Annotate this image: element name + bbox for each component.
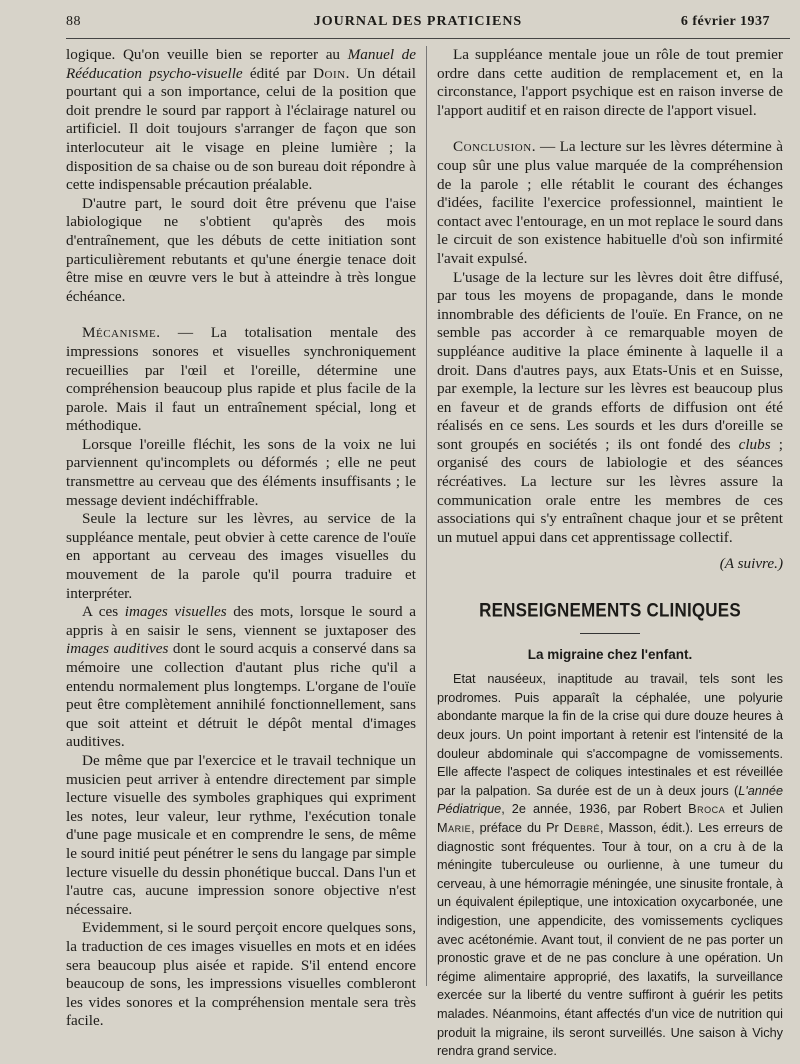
paragraph: Evidemment, si le sourd perçoit encore quelques sons, la traduction de ces images visuelles en mots et en idées sera beaucoup plus aisée et rapide. S'il entend encore beaucoup de sons, les impressions visuelles combleront les vides sonores et la compréhension mentale sera très facile. xyxy=(66,919,416,1030)
paragraph: La suppléance mentale joue un rôle de tout premier ordre dans cette audition de remplacement et, en la circonstance, l'apport psychique est en raison inverse de l'apport auditif et en raison directe de l'apport visuel. xyxy=(437,46,783,119)
right-column xyxy=(437,46,783,1061)
journal-title: JOURNAL DES PRATICIENS xyxy=(313,14,523,29)
article-title: La migraine chez l'enfant. xyxy=(527,646,693,662)
column-divider xyxy=(426,46,427,986)
conclusion-paragraph: Conclusion. — La lecture sur les lèvres détermine à coup sûr une plus value marquée de la compréhension de la parole ; elle rétablit le courant des échanges d'idées, facilite l'exercice professionnel, maintient le contact avec l'entourage, en un mot replace le sourd dans le circuit de son existence habituelle d'où son infirmité l'avait expulsé. xyxy=(437,138,783,267)
paragraph: Seule la lecture sur les lèvres, au service de la suppléance mentale, peut obvier à cette carence de l'ouïe en apportant au cerveau des images visuelles du mouvement de la parole qu'il pourra traduire et interpréter. xyxy=(66,510,416,602)
article-body: Etat nauséeux, inaptitude au travail, tels sont les prodromes. Puis apparaît la céphalée, une polyurie abondante marque la fin de la crise qui dure douze heures à deux jours. Un point important à retenir est l'intensité de la douleur abdominale qui s'accompagne de vomissements. Elle affecte l'aspect de coliques intestinales et est réveillée par la palpation. Sa durée est de un à deux jours (L'année Pédiatrique, 2e année, 1936, par Robert Broca et Julien Marie, préface du Pr Debré, Masson, édit.). Les erreurs de diagnostic sont fréquentes. Tour à tour, on a cru à de la méningite tuberculeuse ou ourlienne, à une tumeur du cerveau, à une hémorragie méningée, une sinusite frontale, à un équivalent épileptique, une intoxication oxycarbonée, une indigestion, une appendicite, des vomissements cycliques avec acétonémie. Avant tout, il convient de ne pas porter un pronostic grave et de ne pas conclure à une opération. Un régime alimentaire approprié, des laxatifs, la surveillance exercée sur la liberté du ventre suffiront à guérir les petits malades. Néanmoins, étant affectés d'un vice de nutrition qui produit la migraine, ils seront surveillés. Une saison à Vichy rendra grand service. xyxy=(437,672,783,1059)
issue-date: 6 février 1937 xyxy=(680,14,770,29)
running-header xyxy=(66,14,770,36)
section-title: RENSEIGNEMENTS CLINIQUES xyxy=(479,599,741,622)
header-rule xyxy=(66,38,790,39)
paragraph: Lorsque l'oreille fléchit, les sons de la voix ne lui parviennent qu'incomplets ou déformés ; elle ne peut transmettre au cerveau que des éléments insuffisants ; le message devient indéchiffrable. xyxy=(66,435,416,509)
mecanisme-label: Mécanisme xyxy=(82,324,157,342)
conclusion-label: Conclusion xyxy=(453,138,532,156)
paragraph: D'autre part, le sourd doit être prévenu que l'aise labiologique ne s'obtient qu'après des mois d'entraînement, que les débuts de cette initiation sont particulièrement rebutants et qu'une énergie tenace doit être mise en œuvre vers le but à atteindre à très longue échéance. xyxy=(66,194,416,305)
a-suivre: (A suivre.) xyxy=(719,555,783,573)
mecanisme-paragraph: Mécanisme. — La totalisation mentale des impressions sonores et visuelles synchroniquement recueillies par l'œil et l'oreille, détermine une compréhension beaucoup plus rapide et plus facile de la parole. Mais il faut un entraînement spécial, long et méthodique. xyxy=(66,324,416,435)
page-number: 88 xyxy=(66,14,81,29)
left-column xyxy=(66,46,416,1031)
paragraph: L'usage de la lecture sur les lèvres doit être diffusé, par tous les moyens de propagande, dans le monde innombrable des déficients de l'ouïe. En France, on ne semble pas accorder à ce remarquable moyen de suppléance auditive la place éminente à laquelle il a droit. Dans d'autres pays, aux Etats-Unis et en Suisse, par exemple, la lecture sur les lèvres est beaucoup plus en faveur et de grands efforts de diffusion ont été réalisés en ce sens. Les sourds et les durs d'oreille se sont groupés en sociétés ; ils ont fondé des clubs ; organisé des cours de labiologie et des séances récréatives. La lecture sur les lèvres assure la communication orale entre les membres de ces associations qui s'y entraînent chaque jour et se prêtent un mutuel appui dans cet apprentissage collectif. xyxy=(437,268,783,546)
paragraph: A ces images visuelles des mots, lorsque le sourd a appris à en saisir le sens, viennent se juxtaposer des images auditives dont le sourd acquis a conservé dans sa mémoire une collection d'autant plus riche qu'il a entendu normalement plus longtemps. L'organe de l'ouïe peut être complètement annihilé fonctionnellement, sans que soit atteint et détruit le dépôt mental d'images auditives. xyxy=(66,603,417,751)
section-rule xyxy=(580,633,640,634)
paragraph: logique. Qu'on veuille bien se reporter au Manuel de Rééducation psycho-visuelle édité par Doin. Un détail pourtant qui a son importance, celui de la position que doit prendre le sourd par rapport à l'éclairage naturel ou artificiel. Il doit toujours s'arranger de façon que son interlocuteur ait le visage en pleine lumière ; la disposition de sa chaise ou de son bureau doit répondre à cette indispensable précaution préalable. xyxy=(66,46,416,194)
paragraph: De même que par l'exercice et le travail technique un musicien peut arriver à entendre directement par simple lecture visuelle des symboles graphiques qui expriment les notes, leur valeur, leur rythme, l'exécution tonale d'une page musicale et en comprendre le sens, de même le sourd initié peut pénétrer le sens du langage par simple lecture visuelle du dessin phonétique buccal. Dans l'un et l'autre cas, aucune impression sonore objective n'est nécessaire. xyxy=(66,751,416,918)
